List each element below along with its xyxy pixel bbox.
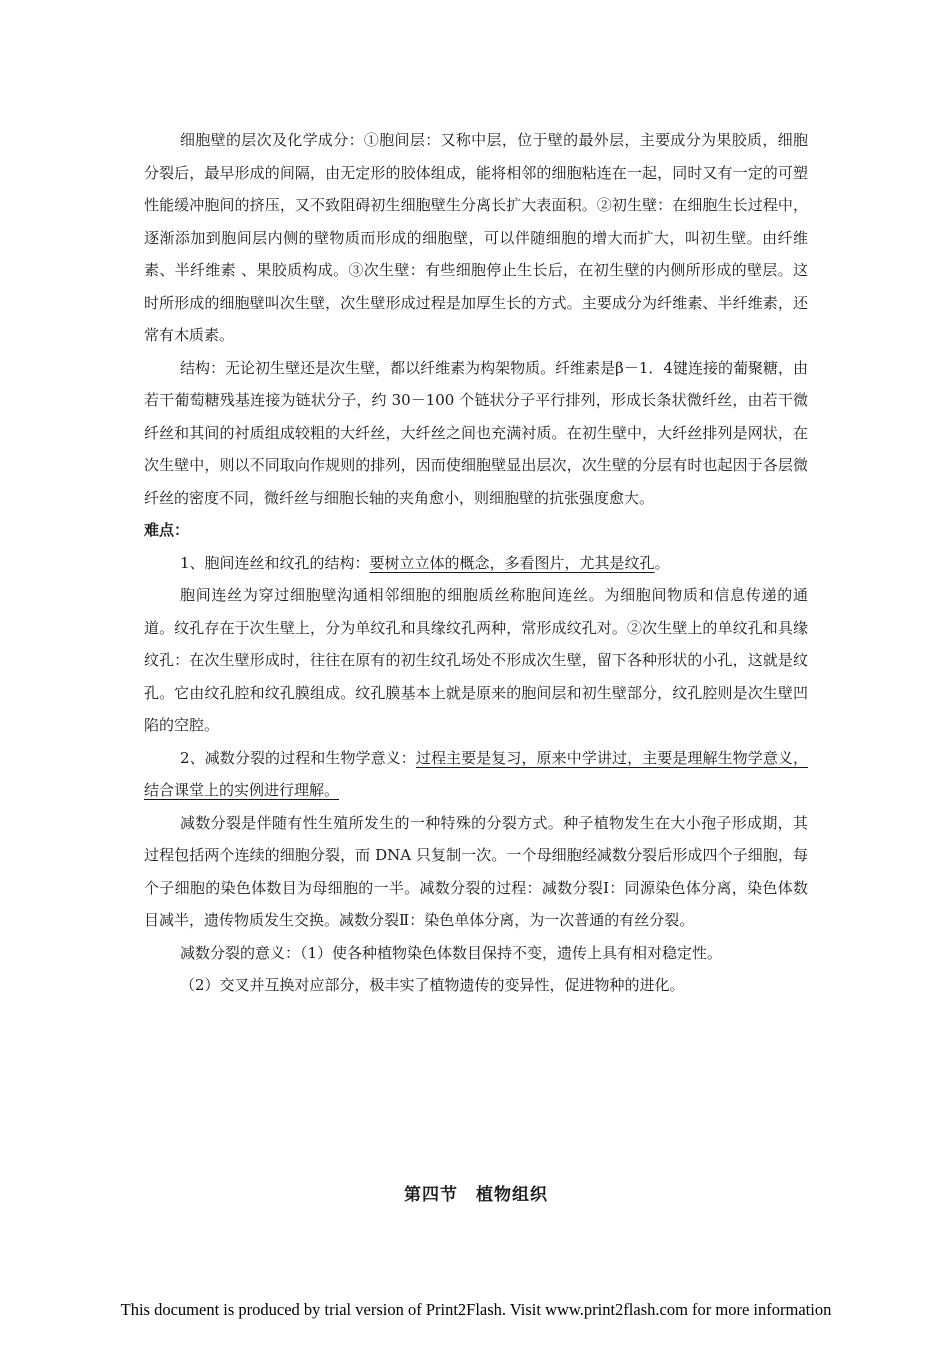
trial-footer: This document is produced by trial version of Print2Flash. Visit www.print2flash.com for more information	[120, 1300, 832, 1319]
difficulty-label: 难点：	[144, 521, 190, 539]
section-heading: 第四节 植物组织	[404, 1185, 548, 1205]
paragraph-plasmodesmata: 胞间连丝为穿过细胞壁沟通相邻细胞的细胞质丝称胞间连丝。为细胞间物质和信息传递的通道。纹孔存在于次生壁上，分为单纹孔和具缘纹孔两种，常形成纹孔对。②次生壁上的单纹孔和具缘纹孔：在次生壁形成时，往往在原有的初生纹孔场处不形成次生壁，留下各种形状的小孔，这就是纹孔。它由纹孔腔和纹孔膜组成。纹孔膜基本上就是原来的胞间层和初生壁部分，纹孔腔则是次生壁凹陷的空腔。	[144, 586, 808, 734]
document-body	[144, 124, 808, 1002]
paragraph-difficulty-1	[144, 547, 808, 580]
difficulty-1-end: 。	[654, 553, 670, 572]
paragraph-cell-wall-layers: 细胞壁的层次及化学成分：①胞间层：又称中层，位于壁的最外层，主要成分为果胶质，细胞分裂后，最早形成的间隔，由无定形的胶体组成，能将相邻的细胞粘连在一起，同时又有一定的可塑性能缓冲胞间的挤压，又不致阻碍初生细胞壁生分离长扩大表面积。②初生壁：在细胞生长过程中，逐渐添加到胞间层内侧的壁物质而形成的细胞壁，可以伴随细胞的增大而扩大，叫初生壁。由纤维素、半纤维素 、果胶质构成。③次生壁：有些细胞停止生长后，在初生壁的内侧所形成的壁层。这时所形成的细胞壁叫次生壁，次生壁形成过程是加厚生长的方式。主要成分为纤维素、半纤维素，还常有木质素。	[144, 131, 808, 344]
paragraph-structure: 结构：无论初生壁还是次生壁，都以纤维素为构架物质。纤维素是β－1．4键连接的葡聚糖，由若干葡萄糖残基连接为链状分子，约 30－100 个链状分子平行排列，形成长条状微纤丝，由若干微纤丝和其间的衬质组成较粗的大纤丝，大纤丝之间也充满衬质。在初生壁中，大纤丝排列是网状，在次生壁中，则以不同取向作规则的排列，因而使细胞壁显出层次，次生壁的分层有时也起因于各层微纤丝的密度不同，微纤丝与细胞长轴的夹角愈小，则细胞壁的抗张强度愈大。	[144, 358, 808, 507]
paragraph-meiosis-significance-1: 减数分裂的意义：（1）使各种植物染色体数目保持不变，遗传上具有相对稳定性。	[180, 943, 723, 962]
difficulty-2-title: 2、减数分裂的过程和生物学意义：	[180, 748, 416, 767]
difficulty-1-title: 1、胞间连丝和纹孔的结构：	[180, 553, 370, 572]
paragraph-meiosis: 减数分裂是伴随有性生殖所发生的一种特殊的分裂方式。种子植物发生在大小孢子形成期，其过程包括两个连续的细胞分裂，而 DNA 只复制一次。一个母细胞经减数分裂后形成四个子细胞，每个子细胞的染色体数目为母细胞的一半。减数分裂的过程：减数分裂Ⅰ：同源染色体分离，染色体数目减半，遗传物质发生交换。减数分裂Ⅱ：染色单体分离，为一次普通的有丝分裂。	[144, 813, 808, 929]
paragraph-meiosis-significance-2: （2）交叉并互换对应部分，极丰实了植物遗传的变异性，促进物种的进化。	[180, 976, 685, 994]
paragraph-difficulty-2	[144, 742, 808, 807]
difficulty-2-note: 过程主要是复习，原来中学讲过，主要是理解生物学意义，结合课堂上的实例进行理解。	[144, 748, 808, 799]
difficulty-1-note: 要树立立体的概念，多看图片，尤其是纹孔	[369, 553, 655, 572]
